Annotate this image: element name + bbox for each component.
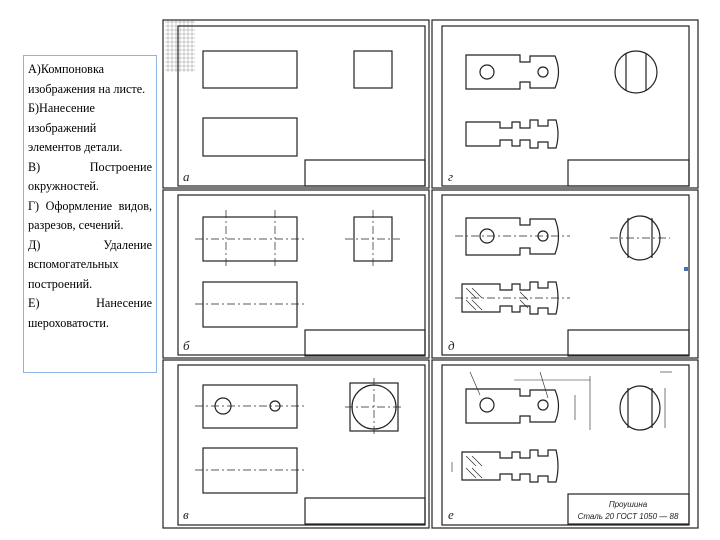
- step-a: А)Компоновка изображения на листе.: [28, 62, 146, 96]
- sheet-a: [163, 20, 429, 188]
- grid-pattern: [165, 20, 195, 72]
- sheet-e: [432, 360, 698, 528]
- step-g: Г) Оформление видов, разрезов, сечений.: [28, 198, 152, 232]
- sheet-v: [163, 360, 429, 528]
- marker-dot: [684, 267, 688, 271]
- panel-label-b: б: [183, 338, 190, 353]
- sheet-g: [432, 20, 698, 188]
- title-block-name: Проушина: [608, 500, 648, 509]
- panel-label-g: г: [448, 169, 454, 184]
- step-v: В) Построение окружностей.: [28, 159, 152, 193]
- panel-label-a: а: [183, 169, 190, 184]
- step-b: Б)Нанесение изображений элементов детали.: [28, 101, 123, 154]
- sheet-d: [432, 190, 698, 358]
- title-block-material: Сталь 20 ГОСТ 1050 — 88: [577, 512, 679, 521]
- panel-label-e: е: [448, 507, 454, 522]
- panel-label-d: д: [448, 338, 455, 353]
- step-e: Е) Нанесение шероховатости.: [28, 296, 152, 330]
- panel-label-v: в: [183, 507, 189, 522]
- sheet-b: [163, 190, 429, 358]
- step-d: Д) Удаление вспомогательных построений.: [28, 237, 152, 291]
